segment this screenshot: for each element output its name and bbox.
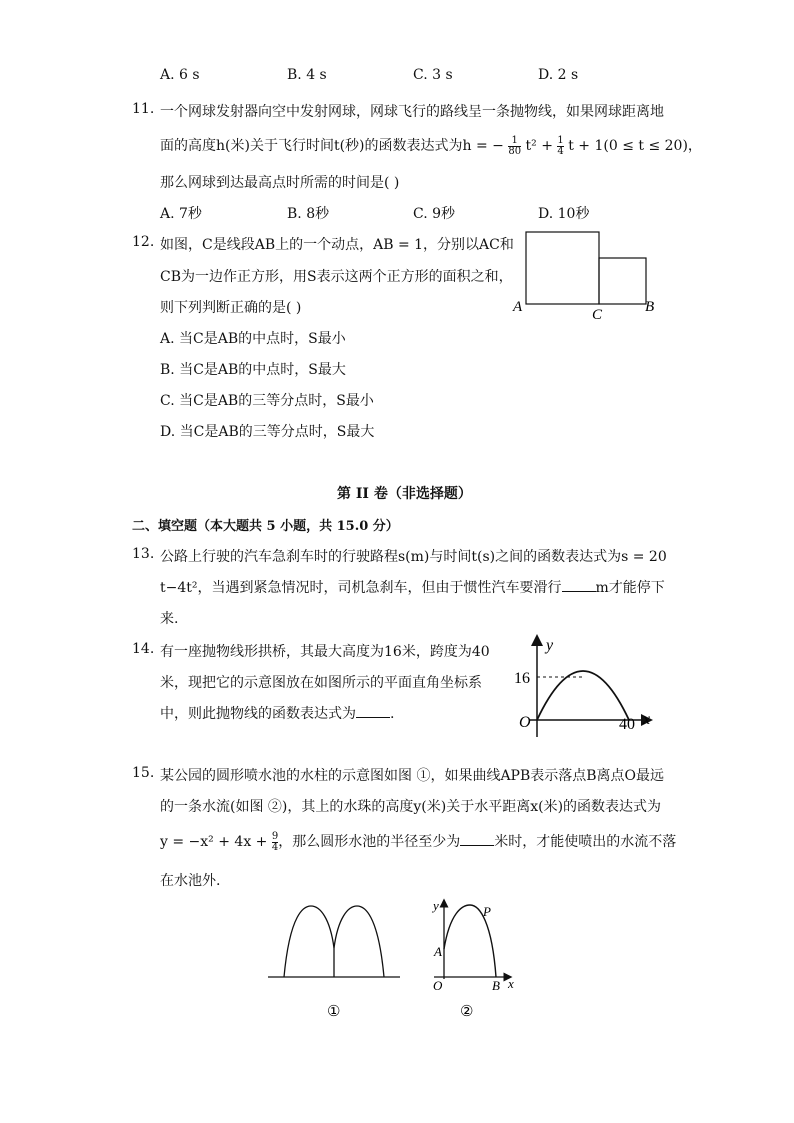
q11-line2	[160, 135, 702, 157]
q11-option-a: A. 7秒	[160, 206, 202, 222]
peak-value-label: 16	[514, 670, 530, 687]
q10-option-d: D. 2 s	[538, 67, 579, 83]
y-label: y	[546, 637, 554, 654]
q14-line3b: .	[390, 706, 395, 722]
q11-line1: 一个网球发射器向空中发射网球，网球飞行的路线呈一条抛物线，如果网球距离地	[160, 104, 664, 120]
q11-line2-text: 面的高度h(米)关于飞行时间t(秒)的函数表达式为h = −	[160, 138, 504, 154]
point-b-label: B	[492, 978, 500, 993]
square-ac	[526, 232, 599, 304]
q11-option-b: B. 8秒	[287, 206, 330, 222]
q13-line2a: t−4t²，当遇到紧急情况时，司机急刹车，但由于惯性汽车要滑行	[160, 580, 562, 596]
q10-option-a: A. 6 s	[160, 67, 200, 83]
q15-answer-blank[interactable]	[460, 833, 494, 846]
left-water-arc	[284, 906, 334, 977]
q12-option-d: D. 当C是AB的三等分点时，S最大	[160, 424, 375, 440]
q11-option-d: D. 10秒	[538, 206, 590, 222]
q11-frac1-den: 80	[508, 145, 522, 157]
q11-option-c: C. 9秒	[413, 206, 456, 222]
q14-line3a: 中，则此抛物线的函数表达式为	[160, 706, 356, 722]
q12-option-a: A. 当C是AB的中点时，S最小	[160, 331, 346, 347]
q14-line1: 有一座抛物线形拱桥，其最大高度为16米，跨度为40	[160, 644, 490, 660]
q13-answer-blank[interactable]	[562, 579, 596, 592]
q10-option-b: B. 4 s	[287, 67, 327, 83]
q15-line3a: y = −x² + 4x +	[160, 834, 268, 850]
q15-line3c: 米时，才能使喷出的水流不落	[494, 834, 677, 850]
q11-number: 11.	[132, 101, 155, 117]
q11-frac2-den: 4	[557, 145, 564, 157]
q15-line4: 在水池外.	[160, 873, 221, 889]
section2-title: 第 II 卷（非选择题）	[337, 486, 472, 502]
q12-line1: 如图，C是线段AB上的一个动点，AB = 1，分别以AC和	[160, 237, 514, 253]
q13-number: 13.	[132, 546, 155, 562]
q15-figure-1	[268, 898, 408, 1023]
q11-fraction-2	[557, 136, 563, 157]
q14-line3	[160, 703, 394, 723]
q12-option-c: C. 当C是AB的三等分点时，S最小	[160, 393, 374, 409]
q12-line3: 则下列判断正确的是( )	[160, 300, 302, 316]
q15-line1: 某公园的圆形喷水池的水柱的示意图如图 ①，如果曲线APB表示落点B离点O最远	[160, 768, 665, 784]
q11-frac2-num: 1	[557, 134, 564, 146]
section2-heading: 二、填空题（本大题共 5 小题，共 15.0 分）	[132, 519, 399, 534]
figure-1-caption: ①	[327, 1004, 341, 1020]
point-a-label: A	[434, 944, 442, 959]
x-label: x	[643, 711, 651, 728]
q12-option-b: B. 当C是AB的中点时，S最大	[160, 362, 346, 378]
origin-label: O	[433, 978, 443, 993]
q11-line2c: t + 1(0 ≤ t ≤ 20)，	[568, 138, 702, 154]
point-p-label: P	[483, 904, 491, 919]
x-label: x	[508, 976, 514, 991]
q11-line2b: t² +	[525, 138, 553, 154]
label-c: C	[592, 307, 603, 323]
q12-squares-figure	[505, 225, 665, 325]
q15-frac-num: 9	[271, 830, 279, 842]
q13-line3: 来.	[160, 611, 179, 627]
q12-number: 12.	[132, 234, 155, 250]
origin-label: O	[519, 714, 531, 731]
square-cb	[599, 258, 646, 304]
q14-number: 14.	[132, 641, 155, 657]
right-water-arc	[334, 906, 384, 977]
q15-figure-2	[426, 893, 536, 1023]
q14-answer-blank[interactable]	[356, 705, 390, 718]
q15-number: 15.	[132, 765, 155, 781]
y-label: y	[433, 898, 439, 913]
q15-frac-den: 4	[271, 841, 279, 853]
label-a: A	[513, 299, 523, 315]
q14-line2: 米，现把它的示意图放在如图所示的平面直角坐标系	[160, 675, 482, 691]
figure-2-caption: ②	[460, 1004, 474, 1020]
parabola-arch	[537, 671, 629, 720]
q13-line2	[160, 577, 665, 597]
q14-arch-figure	[505, 632, 665, 742]
span-value-label: 40	[619, 716, 635, 733]
q15-line2: 的一条水流(如图 ②)，其上的水珠的高度y(米)关于水平距离x(米)的函数表达式为	[160, 799, 662, 815]
q15-line3b: ，那么圆形水池的半径至少为	[278, 834, 461, 850]
q11-fraction-1	[508, 136, 521, 157]
q12-line2: CB为一边作正方形，用S表示这两个正方形的面积之和，	[160, 269, 513, 285]
q11-frac1-num: 1	[508, 136, 521, 147]
q10-option-c: C. 3 s	[413, 67, 453, 83]
q11-line3: 那么网球到达最高点时所需的时间是( )	[160, 175, 400, 191]
label-b: B	[645, 299, 655, 315]
q13-line2b: m才能停下	[595, 580, 665, 596]
q13-line1: 公路上行驶的汽车急刹车时的行驶路程s(m)与时间t(s)之间的函数表达式为s = 20	[160, 549, 667, 565]
q15-line3	[160, 831, 676, 853]
